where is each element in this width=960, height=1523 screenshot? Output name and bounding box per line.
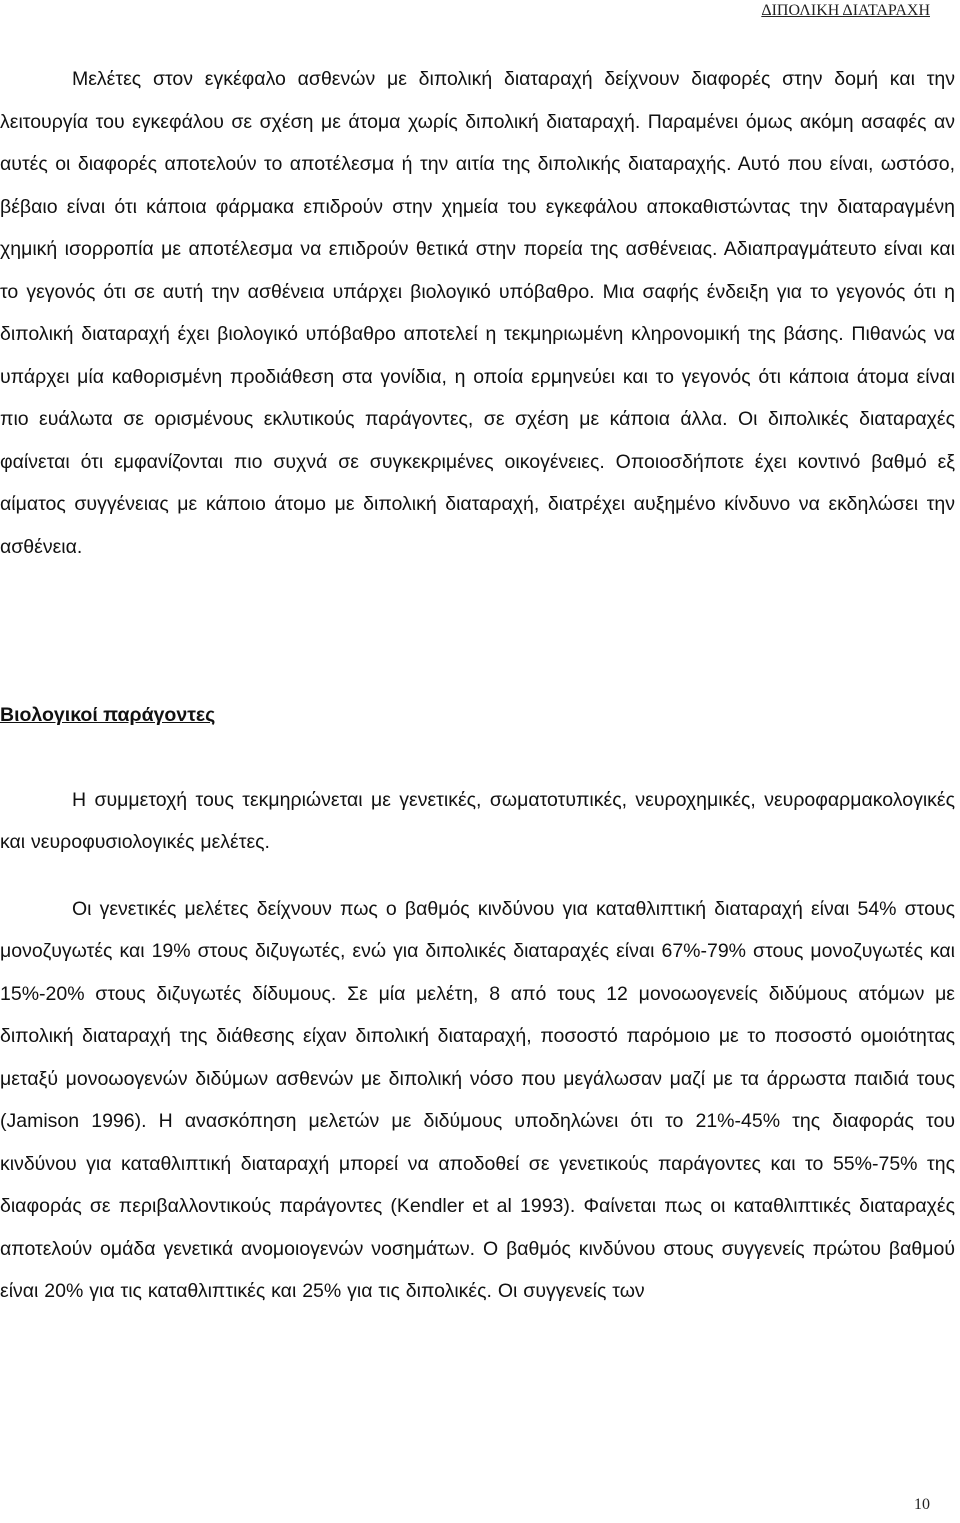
spacer	[0, 864, 955, 888]
page-number: 10	[914, 1496, 930, 1513]
paragraph-biological-evidence: Η συμμετοχή τους τεκμηριώνεται με γενετικές, σωματοτυπικές, νευροχημικές, νευροφαρμακολογικές και νευροφυσιολογικές μελέτες.	[0, 788, 955, 853]
section-title: Βιολογικοί παράγοντες	[0, 704, 216, 726]
paragraph-genetic-studies: Οι γενετικές μελέτες δείχνουν πως ο βαθμός κινδύνου για καταθλιπτική διαταραχή είναι 54% στους μονοζυγωτές και 19% στους διζυγωτές, ενώ για διπολικές διαταραχές είναι 67%-79% στους μονοζυγωτές και 15%-20% στους διζυγωτές δίδυμους. Σε μία μελέτη, 8 από τους 12 μονοωογενείς διδύμους ατόμων με διπολική διαταραχή της διάθεσης είχαν διπολική διαταραχή, ποσοστό παρόμοιο με το ποσοστό ομοιότητας μεταξύ μονοωογενών διδύμων ασθενών με διπολική νόσο που μεγάλωσαν μαζί με τα άρρωστα παιδιά τους (Jamison 1996). Η ανασκόπηση μελετών με διδύμους υποδηλώνει ότι το 21%-45% της διαφοράς του κινδύνου για καταθλιπτική διαταραχή μπορεί να αποδοθεί σε γενετικούς παράγοντες και το 55%-75% της διαφοράς σε περιβαλλοντικούς παράγοντες (Kendler et al 1993). Φαίνεται πως οι καταθλιπτικές διαταραχές αποτελούν ομάδα γενετικά ανομοιογενών νοσημάτων. Ο βαθμός κινδύνου στους συγγενείς πρώτου βαθμού είναι 20% για τις καταθλιπτικές και 25% για τις διπολικές. Οι συγγενείς των	[0, 897, 955, 1302]
spacer	[0, 568, 955, 694]
spacer	[0, 737, 955, 779]
document-body	[0, 58, 955, 1313]
paragraph-brain-studies: Μελέτες στον εγκέφαλο ασθενών με διπολική διαταραχή δείχνουν διαφορές στην δομή και την λειτουργία του εγκεφάλου σε σχέση με άτομα χωρίς διπολική διαταραχή. Παραμένει όμως ακόμη ασαφές αν αυτές οι διαφορές αποτελούν το αποτέλεσμα ή την αιτία της διπολικής διαταραχής. Αυτό που είναι, ωστόσο, βέβαιο είναι ότι κάποια φάρμακα επιδρούν στην χημεία του εγκεφάλου αποκαθιστώντας την διαταραγμένη χημική ισορροπία με αποτέλεσμα να επιδρούν θετικά στην πορεία της ασθένειας. Αδιαπραγμάτευτο είναι και το γεγονός ότι σε αυτή την ασθένεια υπάρχει βιολογικό υπόβαθρο. Μια σαφής ένδειξη για το γεγονός ότι η διπολική διαταραχή έχει βιολογικό υπόβαθρο αποτελεί η τεκμηριωμένη κληρονομική της βάσης. Πιθανώς να υπάρχει μία καθορισμένη προδιάθεση στα γονίδια, η οποία ερμηνεύει και το γεγονός ότι κάποια άτομα είναι πιο ευάλωτα σε ορισμένους εκλυτικούς παράγοντες, σε σχέση με κάποια άλλα. Οι διπολικές διαταραχές φαίνεται ότι εμφανίζονται πιο συχνά σε συγκεκριμένες οικογένειες. Οποιοσδήποτε έχει κοντινό βαθμό εξ αίματος συγγένειας με κάποιο άτομο με διπολική διαταραχή, διατρέχει αυξημένο κίνδυνο να εκδηλώσει την ασθένεια.	[0, 68, 955, 558]
running-header-title: ΔΙΠΟΛΙΚΗ ΔΙΑΤΑΡΑΧΗ	[761, 2, 930, 19]
